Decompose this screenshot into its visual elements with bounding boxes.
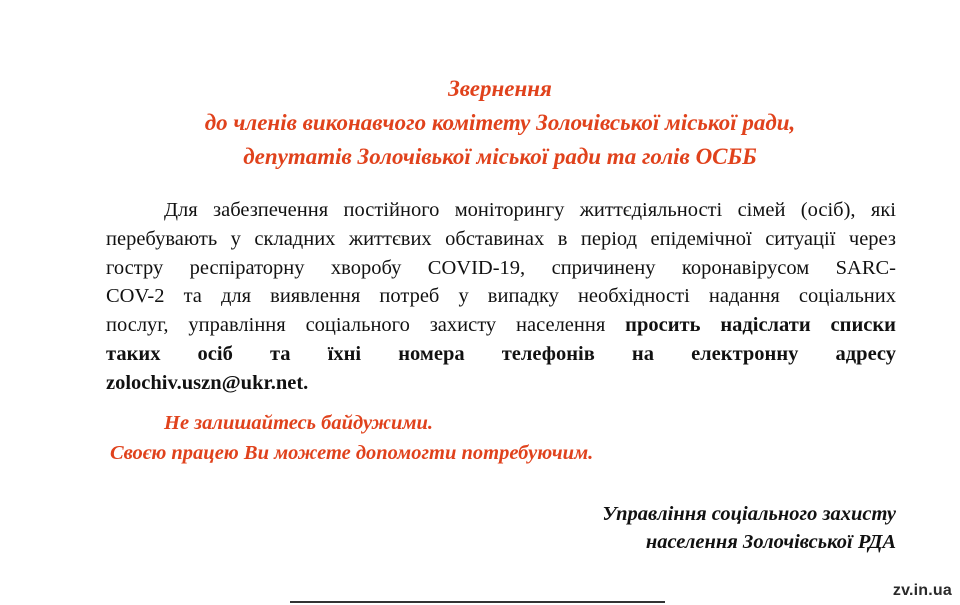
heading-addressee-line-2: депутатів Золочівької міської ради та голів ОСББ bbox=[243, 144, 757, 169]
body-line-2: перебувають у складних життєвих обставинах в період епідемічної ситуації через bbox=[106, 227, 896, 250]
body-line-5-text: послуг, управління соціального захисту населення bbox=[106, 314, 626, 337]
body-line-5 bbox=[106, 311, 896, 340]
body-end-period: . bbox=[303, 371, 309, 394]
body-line-3: гостру респіраторну хворобу COVID-19, спричинену коронавірусом SARC- bbox=[106, 256, 896, 279]
body-line-7 bbox=[106, 369, 896, 398]
heading-title: Звернення bbox=[448, 76, 552, 101]
body-line-4: COV-2 та для виявлення потреб у випадку необхідності надання соціальних bbox=[106, 285, 896, 308]
body-line-6: таких осіб та їхні номера телефонів на електронну адресу bbox=[106, 342, 896, 365]
call-to-action-line-1: Не залишайтесь байдужими. bbox=[164, 412, 434, 434]
bottom-divider bbox=[290, 601, 665, 603]
request-emphasis: просить надіслати списки bbox=[625, 314, 896, 337]
call-to-action bbox=[110, 408, 593, 468]
email-address[interactable]: zolochiv.uszn@ukr.net bbox=[106, 371, 304, 394]
signature-line-1: Управління соціального захисту bbox=[602, 503, 896, 525]
site-watermark: zv.in.ua bbox=[892, 582, 952, 599]
body-paragraph bbox=[106, 196, 896, 398]
signature-block bbox=[602, 500, 896, 556]
appeal-heading bbox=[100, 72, 900, 174]
call-to-action-line-2: Своєю працею Ви можете допомогти потребуючим. bbox=[110, 442, 594, 464]
body-line-1: Для забезпечення постійного моніторингу життєдіяльності сімей (осіб), які bbox=[164, 199, 896, 221]
heading-addressee-line-1: до членів виконавчого комітету Золочівської міської ради, bbox=[204, 110, 796, 135]
signature-line-2: населення Золочівської РДА bbox=[645, 531, 896, 553]
